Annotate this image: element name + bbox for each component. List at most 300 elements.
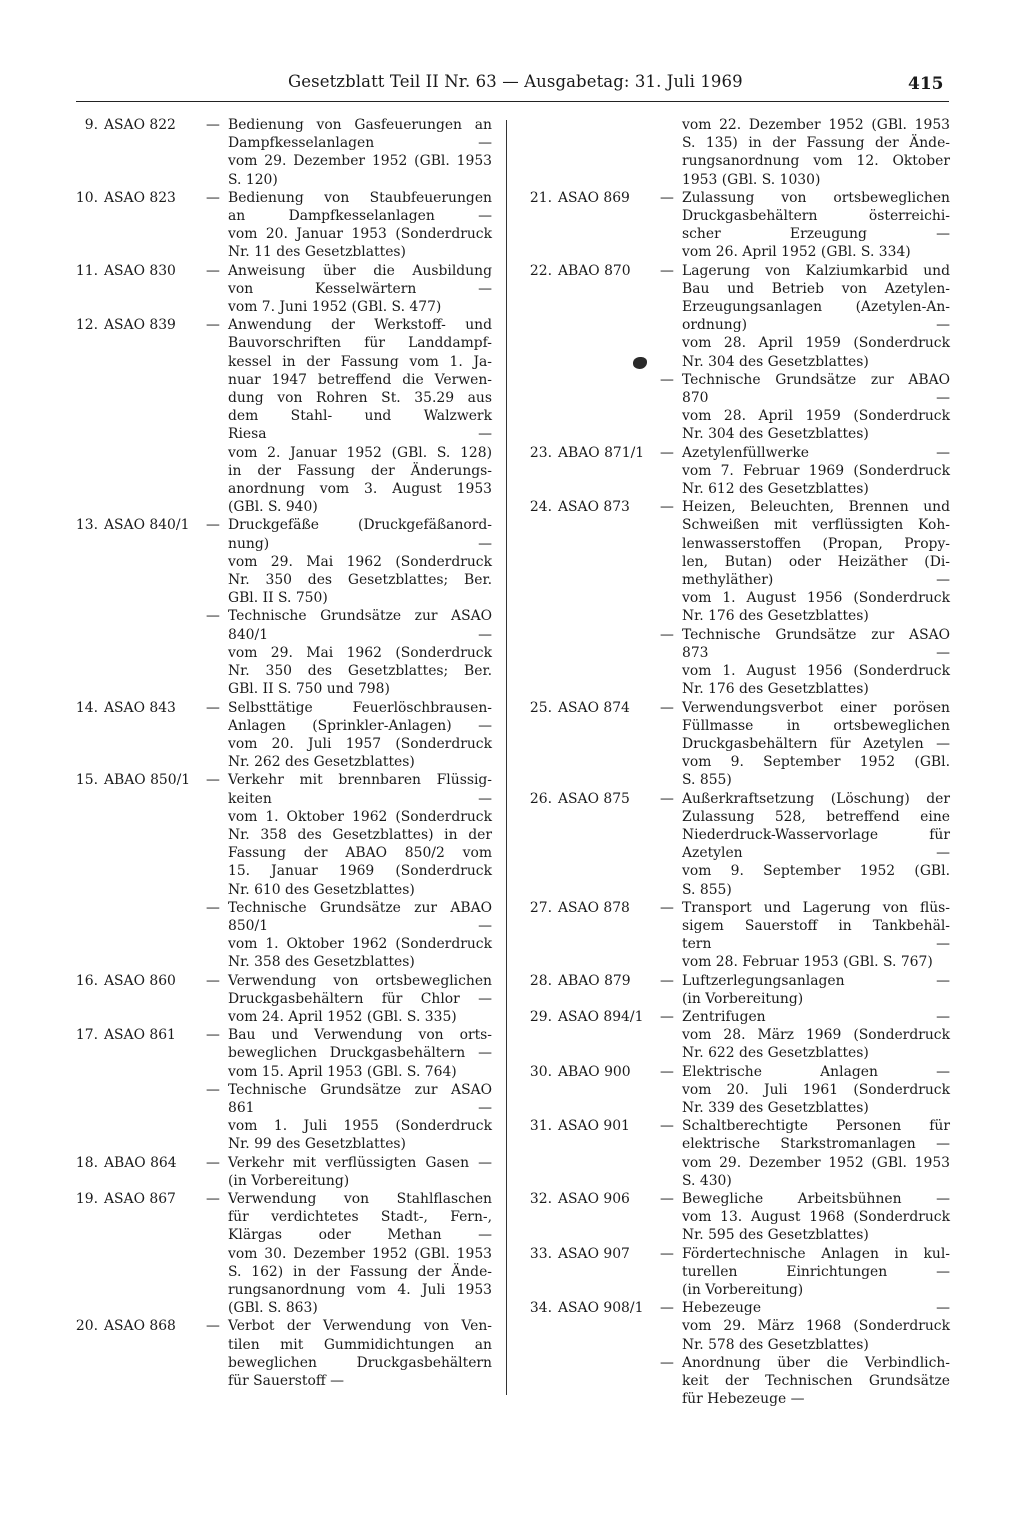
text-line: S. 855) [682, 772, 732, 789]
text-line: Hebezeuge — [682, 1300, 950, 1317]
entry-text [682, 1008, 950, 1063]
list-item [514, 262, 950, 444]
entry-text [228, 189, 492, 262]
entry-text [228, 316, 492, 516]
text-line: Zulassung von ortsbeweglichen [682, 189, 950, 206]
entry-block [656, 1117, 950, 1190]
text-line: Schaltberechtigte Personen für [682, 1118, 950, 1135]
entry-block [202, 1190, 492, 1317]
text-line: vom 13. August 1968 (Sonderdruck [682, 1209, 950, 1226]
entry-text [682, 790, 950, 899]
entry-body [202, 116, 492, 189]
entry-text [228, 771, 492, 898]
text-line: Anordnung über die Verbindlich- [682, 1354, 950, 1371]
left-column [60, 116, 492, 1390]
entry-block [656, 371, 950, 444]
text-line: vom 20. Januar 1953 (Sonderdruck [228, 226, 492, 243]
text-line: Fördertechnische Anlagen in kul- [682, 1245, 950, 1262]
text-line: vom 1. August 1956 (Sonderdruck [682, 663, 950, 680]
text-line: Elektrische Anlagen — [682, 1063, 950, 1080]
entry-number: 29. [529, 1008, 552, 1025]
text-line: 15. Januar 1969 (Sonderdruck [228, 863, 492, 880]
text-line: vom 29. Dezember 1952 (GBl. 1953 [228, 153, 492, 170]
entry-block [656, 1354, 950, 1409]
entry-dash: — [206, 972, 220, 989]
entry-number: 16. [75, 972, 98, 989]
entry-block [202, 607, 492, 698]
entry-text [228, 262, 492, 317]
entry-text [682, 262, 950, 371]
regulation-code: ASAO 861 [104, 1027, 176, 1044]
text-line: Nr. 339 des Gesetzblattes) [682, 1099, 869, 1116]
regulation-code: ASAO 875 [558, 790, 630, 807]
list-item [60, 116, 492, 189]
text-line: für Hebezeuge — [682, 1391, 805, 1408]
list-item [60, 1190, 492, 1317]
entry-body [656, 790, 950, 899]
entry-dash: — [206, 1190, 220, 1207]
entry-dash: — [206, 517, 220, 534]
text-line: Bedienung von Staubfeuerungen [228, 189, 492, 206]
text-line: 850/1 — [228, 917, 492, 934]
text-line: vom 28. April 1959 (Sonderdruck [682, 335, 950, 352]
entry-block [202, 1154, 492, 1190]
list-item [60, 1154, 492, 1190]
regulation-code: ASAO 867 [104, 1190, 176, 1207]
entry-block [202, 316, 492, 516]
list-item [60, 189, 492, 262]
text-line: 1953 (GBl. S. 1030) [682, 171, 821, 188]
text-line: Nr. 358 des Gesetzblattes) in der [228, 826, 492, 843]
entry-dash: — [660, 1008, 674, 1025]
text-line: vom 1. Oktober 1962 (Sonderdruck [228, 936, 492, 953]
text-line: Erzeugungsanlagen (Azetylen-An- [682, 299, 950, 316]
text-line: Nr. 350 des Gesetzblattes; Ber. [228, 572, 492, 589]
text-line: Anlagen (Sprinkler-Anlagen) — [228, 717, 492, 734]
entry-body [656, 1299, 950, 1408]
text-line: Niederdruck-Wasservorlage für [682, 826, 950, 843]
text-line: nung) — [228, 535, 492, 552]
regulation-code: ASAO 873 [558, 499, 630, 516]
entry-text [228, 1190, 492, 1317]
text-line: ordnung) — [682, 317, 950, 334]
text-line: Riesa — [228, 426, 492, 443]
list-item [60, 972, 492, 1027]
entry-number: 28. [529, 972, 552, 989]
entry-block [656, 498, 950, 625]
entry-body [656, 116, 950, 189]
text-line: Azetylenfüllwerke — [682, 444, 950, 461]
page-number: 415 [908, 74, 944, 94]
text-line: vom 9. September 1952 (GBl. [682, 754, 950, 771]
entry-body [202, 189, 492, 262]
entry-number: 12. [75, 317, 98, 334]
entry-block [202, 1026, 492, 1081]
list-item [60, 699, 492, 772]
text-line: an Dampfkesselanlagen — [228, 208, 492, 225]
text-line: Nr. 358 des Gesetzblattes) [228, 954, 415, 971]
entry-block [656, 790, 950, 899]
text-line: 840/1 — [228, 626, 492, 643]
entry-text [228, 607, 492, 698]
text-line: vom 26. April 1952 (GBl. S. 334) [682, 244, 911, 261]
page-title: Gesetzblatt Teil II Nr. 63 — Ausgabetag: 31. Juli 1969 [288, 72, 743, 91]
list-item [514, 1117, 950, 1190]
entry-dash: — [660, 1245, 674, 1262]
list-item [60, 1317, 492, 1390]
entry-block [656, 1190, 950, 1245]
text-line: Druckgefäße (Druckgefäßanord- [228, 517, 492, 534]
entry-body [202, 1190, 492, 1317]
entry-dash: — [206, 1154, 220, 1171]
list-item [60, 1026, 492, 1153]
text-line: Technische Grundsätze zur ASAO [682, 626, 950, 643]
text-line: vom 29. Mai 1962 (Sonderdruck [228, 644, 492, 661]
list-item [514, 189, 950, 262]
entry-block [202, 699, 492, 772]
entry-number: 26. [529, 790, 552, 807]
entry-dash: — [206, 317, 220, 334]
entry-body [202, 771, 492, 971]
entry-number: 17. [75, 1027, 98, 1044]
text-line: vom 1. Juli 1955 (Sonderdruck [228, 1118, 492, 1135]
entry-number: 20. [75, 1318, 98, 1335]
regulation-code: ABAO 864 [104, 1154, 177, 1171]
list-item [514, 498, 950, 698]
text-line: vom 28. Februar 1953 (GBl. S. 767) [682, 954, 933, 971]
list-item [514, 1245, 950, 1300]
regulation-code: ASAO 839 [104, 317, 176, 334]
entry-number: 27. [529, 899, 552, 916]
entry-number: 14. [75, 699, 98, 716]
text-line: tilen mit Gummidichtungen an [228, 1336, 492, 1353]
text-line: vom 30. Dezember 1952 (GBl. 1953 [228, 1245, 492, 1262]
text-line: vom 29. März 1968 (Sonderdruck [682, 1318, 950, 1335]
regulation-code: ASAO 822 [104, 117, 176, 133]
entry-number [514, 116, 552, 189]
entry-text [682, 498, 950, 625]
entry-text [228, 116, 492, 189]
entry-text [228, 899, 492, 972]
text-line: vom 9. September 1952 (GBl. [682, 863, 950, 880]
text-line: Bau und Betrieb von Azetylen- [682, 280, 950, 297]
text-line: von Kesselwärtern — [228, 280, 492, 297]
text-line: GBl. II S. 750) [228, 590, 328, 607]
entry-number: 21. [529, 189, 552, 206]
text-line: Nr. 612 des Gesetzblattes) [682, 481, 869, 498]
regulation-code: ASAO 894/1 [558, 1008, 644, 1025]
entry-number: 33. [529, 1245, 552, 1262]
list-item [514, 790, 950, 899]
text-line: scher Erzeugung — [682, 226, 950, 243]
text-line: dung von Rohren St. 35.29 aus [228, 390, 492, 407]
text-line: vom 7. Februar 1969 (Sonderdruck [682, 462, 950, 479]
text-line: 873 — [682, 644, 950, 661]
entry-text [682, 1063, 950, 1118]
entry-block [656, 262, 950, 371]
text-line: Verwendung von Stahlflaschen [228, 1190, 492, 1207]
entry-text [228, 1317, 492, 1390]
entry-dash: — [660, 262, 674, 279]
entry-block [656, 116, 950, 189]
entry-block [656, 189, 950, 262]
regulation-code: ASAO 901 [558, 1118, 630, 1135]
text-line: vom 15. April 1953 (GBl. S. 764) [228, 1063, 457, 1080]
text-line: (GBl. S. 863) [228, 1300, 318, 1317]
text-line: Transport und Lagerung von flüs- [682, 899, 950, 916]
text-line: Selbsttätige Feuerlöschbrausen- [228, 699, 492, 716]
entry-number: 18. [75, 1154, 98, 1171]
entry-block [202, 116, 492, 189]
text-line: Verkehr mit verflüssigten Gasen — [228, 1154, 492, 1171]
entry-body [656, 1245, 950, 1300]
text-line: keit der Technischen Grundsätze [682, 1373, 950, 1390]
text-line: Technische Grundsätze zur ASAO [228, 1081, 492, 1098]
entry-dash: — [660, 1300, 674, 1317]
entry-dash: — [206, 899, 220, 916]
text-line: S. 120) [228, 171, 278, 188]
entry-dash [656, 116, 682, 189]
regulation-code: ABAO 870 [558, 262, 631, 279]
entry-block [202, 262, 492, 317]
entry-body [656, 899, 950, 972]
entry-dash: — [206, 772, 220, 789]
entry-text [228, 516, 492, 607]
entry-body [656, 1063, 950, 1118]
text-line: Anweisung über die Ausbildung [228, 262, 492, 279]
text-line: methyläther) — [682, 572, 950, 589]
text-line: vom 1. Oktober 1962 (Sonderdruck [228, 808, 492, 825]
entry-body [202, 516, 492, 698]
regulation-code: ASAO 907 [558, 1245, 630, 1262]
entry-number: 19. [75, 1190, 98, 1207]
entry-block [202, 899, 492, 972]
entry-block [656, 444, 950, 499]
entry-body [656, 444, 950, 499]
entry-text [682, 444, 950, 499]
text-line: vom 20. Juli 1957 (Sonderdruck [228, 735, 492, 752]
regulation-code: ASAO 843 [104, 699, 176, 716]
entry-block [202, 1081, 492, 1154]
text-line: (GBl. S. 940) [228, 499, 318, 516]
entry-dash: — [660, 371, 674, 388]
regulation-code: ASAO 878 [558, 899, 630, 916]
entry-text [682, 371, 950, 444]
text-line: Nr. 99 des Gesetzblattes) [228, 1136, 406, 1153]
list-item [514, 1299, 950, 1408]
text-line: Außerkraftsetzung (Löschung) der [682, 790, 950, 807]
text-line: (in Vorbereitung) [682, 1282, 804, 1298]
regulation-code: ASAO 868 [104, 1318, 176, 1335]
right-column [514, 116, 950, 1408]
text-line: Nr. 595 des Gesetzblattes) [682, 1227, 869, 1244]
entry-body [656, 699, 950, 790]
entry-body [656, 189, 950, 262]
entry-body [202, 262, 492, 317]
text-line: beweglichen Druckgasbehältern [228, 1354, 492, 1371]
entry-text [682, 116, 950, 189]
text-line: Druckgasbehältern für Azetylen — [682, 735, 950, 752]
text-line: nuar 1947 betreffend die Verwen- [228, 371, 492, 388]
entry-text [682, 1245, 950, 1300]
entry-text [682, 1299, 950, 1354]
entry-dash: — [660, 1063, 674, 1080]
entry-block [656, 1245, 950, 1300]
text-line: Luftzerlegungsanlagen — [682, 972, 950, 989]
entry-number: 31. [529, 1118, 552, 1135]
entry-body [656, 972, 950, 1008]
column-divider [506, 120, 507, 1395]
list-item [60, 771, 492, 971]
text-line: vom 28. April 1959 (Sonderdruck [682, 408, 950, 425]
entry-block [656, 1299, 950, 1354]
entry-dash: — [206, 189, 220, 206]
entry-dash: — [660, 626, 674, 643]
header-rule [76, 101, 949, 102]
list-item [514, 116, 950, 189]
entry-number: 34. [529, 1300, 552, 1317]
text-line: vom 29. Dezember 1952 (GBl. 1953 [682, 1154, 950, 1171]
entry-dash: — [660, 972, 674, 989]
text-line: für verdichtetes Stadt-, Fern-, [228, 1209, 492, 1226]
text-line: vom 22. Dezember 1952 (GBl. 1953 [682, 117, 950, 133]
entry-number: 15. [75, 772, 98, 789]
text-line: Fassung der ABAO 850/2 vom [228, 845, 492, 862]
regulation-code: ASAO 869 [558, 189, 630, 206]
entry-text [228, 972, 492, 1027]
entry-block [656, 1008, 950, 1063]
list-item [514, 699, 950, 790]
entry-dash: — [660, 189, 674, 206]
entry-body [202, 1026, 492, 1153]
entry-dash: — [206, 262, 220, 279]
text-line: Azetylen — [682, 845, 950, 862]
text-line: beweglichen Druckgasbehältern — [228, 1045, 492, 1062]
text-line: Bedienung von Gasfeuerungen an [228, 117, 492, 133]
text-line: vom 28. März 1969 (Sonderdruck [682, 1027, 950, 1044]
text-line: Heizen, Beleuchten, Brennen und [682, 499, 950, 516]
text-line: keiten — [228, 790, 492, 807]
text-line: Zulassung 528, betreffend eine [682, 808, 950, 825]
entry-block [656, 699, 950, 790]
entry-number: 30. [529, 1063, 552, 1080]
entry-block [202, 771, 492, 898]
entry-number: 13. [75, 517, 98, 534]
text-line: Verwendung von ortsbeweglichen [228, 972, 492, 989]
text-line: vom 2. Januar 1952 (GBl. S. 128) [228, 444, 492, 461]
text-line: Bau und Verwendung von orts- [228, 1027, 492, 1044]
entry-number: 22. [529, 262, 552, 279]
regulation-code: ASAO 908/1 [558, 1300, 644, 1317]
text-line: Nr. 610 des Gesetzblattes) [228, 881, 415, 898]
text-line: Nr. 578 des Gesetzblattes) [682, 1336, 869, 1353]
entry-block [202, 1317, 492, 1390]
text-line: rungsanordnung vom 12. Oktober [682, 153, 950, 170]
entry-text [228, 699, 492, 772]
regulation-code: ASAO 874 [558, 699, 630, 716]
entry-body [656, 1117, 950, 1190]
text-line: Druckgasbehältern österreichi- [682, 208, 950, 225]
text-line: vom 7. Juni 1952 (GBl. S. 477) [228, 299, 442, 316]
text-line: (in Vorbereitung) [228, 1172, 350, 1189]
entry-number: 9. [84, 117, 98, 133]
entry-body [656, 498, 950, 698]
text-line: Verkehr mit brennbaren Flüssig- [228, 772, 492, 789]
entry-block [202, 972, 492, 1027]
entry-number: 23. [529, 444, 552, 461]
text-line: 861 — [228, 1099, 492, 1116]
entry-dash: — [660, 899, 674, 916]
entry-text [682, 1117, 950, 1190]
entry-dash: — [660, 699, 674, 716]
text-line: Nr. 304 des Gesetzblattes) [682, 353, 869, 370]
entry-number: 10. [75, 189, 98, 206]
list-item [514, 1008, 950, 1063]
text-line: S. 855) [682, 881, 732, 898]
list-item [514, 444, 950, 499]
list-item [60, 516, 492, 698]
text-line: vom 1. August 1956 (Sonderdruck [682, 590, 950, 607]
entry-dash: — [660, 1354, 674, 1371]
text-line: Bauvorschriften für Landdampf- [228, 335, 492, 352]
text-line: S. 430) [682, 1172, 732, 1189]
entry-text [682, 626, 950, 699]
entry-text [682, 1190, 950, 1245]
entry-text [228, 1026, 492, 1081]
text-line: elektrische Starkstromanlagen — [682, 1136, 950, 1153]
regulation-code: ABAO 900 [558, 1063, 631, 1080]
text-line: kessel in der Fassung vom 1. Ja- [228, 353, 492, 370]
regulation-code [552, 116, 656, 189]
text-line: lenwasserstoffen (Propan, Propy- [682, 535, 950, 552]
entry-dash: — [206, 1027, 220, 1044]
entry-number: 25. [529, 699, 552, 716]
entry-number: 11. [75, 262, 98, 279]
text-line: anordnung vom 3. August 1953 [228, 481, 492, 498]
entry-dash: — [206, 117, 220, 133]
text-line: vom 20. Juli 1961 (Sonderdruck [682, 1081, 950, 1098]
text-line: Druckgasbehältern für Chlor — [228, 990, 492, 1007]
text-line: Klärgas oder Methan — [228, 1227, 492, 1244]
text-line: Dampfkesselanlagen — [228, 135, 492, 152]
entry-text [682, 972, 950, 1008]
entry-number: 24. [529, 499, 552, 516]
text-line: Nr. 262 des Gesetzblattes) [228, 754, 415, 771]
entry-dash: — [660, 1190, 674, 1207]
text-line: (in Vorbereitung) [682, 990, 804, 1007]
regulation-code: ASAO 830 [104, 262, 176, 279]
entry-body [202, 316, 492, 516]
regulation-code: ABAO 879 [558, 972, 631, 989]
text-line: vom 29. Mai 1962 (Sonderdruck [228, 553, 492, 570]
text-line: Nr. 622 des Gesetzblattes) [682, 1045, 869, 1062]
regulation-code: ASAO 823 [104, 189, 176, 206]
text-line: Lagerung von Kalziumkarbid und [682, 262, 950, 279]
entry-body [202, 699, 492, 772]
entry-dash: — [660, 790, 674, 807]
entry-dash: — [206, 1081, 220, 1098]
text-line: Zentrifugen — [682, 1008, 950, 1025]
list-item [514, 1063, 950, 1118]
text-line: Bewegliche Arbeitsbühnen — [682, 1190, 950, 1207]
text-line: Verwendungsverbot einer porösen [682, 699, 950, 716]
entry-text [682, 1354, 950, 1409]
entry-dash: — [660, 499, 674, 516]
entry-body [656, 262, 950, 444]
entry-dash: — [206, 608, 220, 625]
text-line: für Sauerstoff — [228, 1373, 344, 1390]
regulation-code: ASAO 860 [104, 972, 176, 989]
